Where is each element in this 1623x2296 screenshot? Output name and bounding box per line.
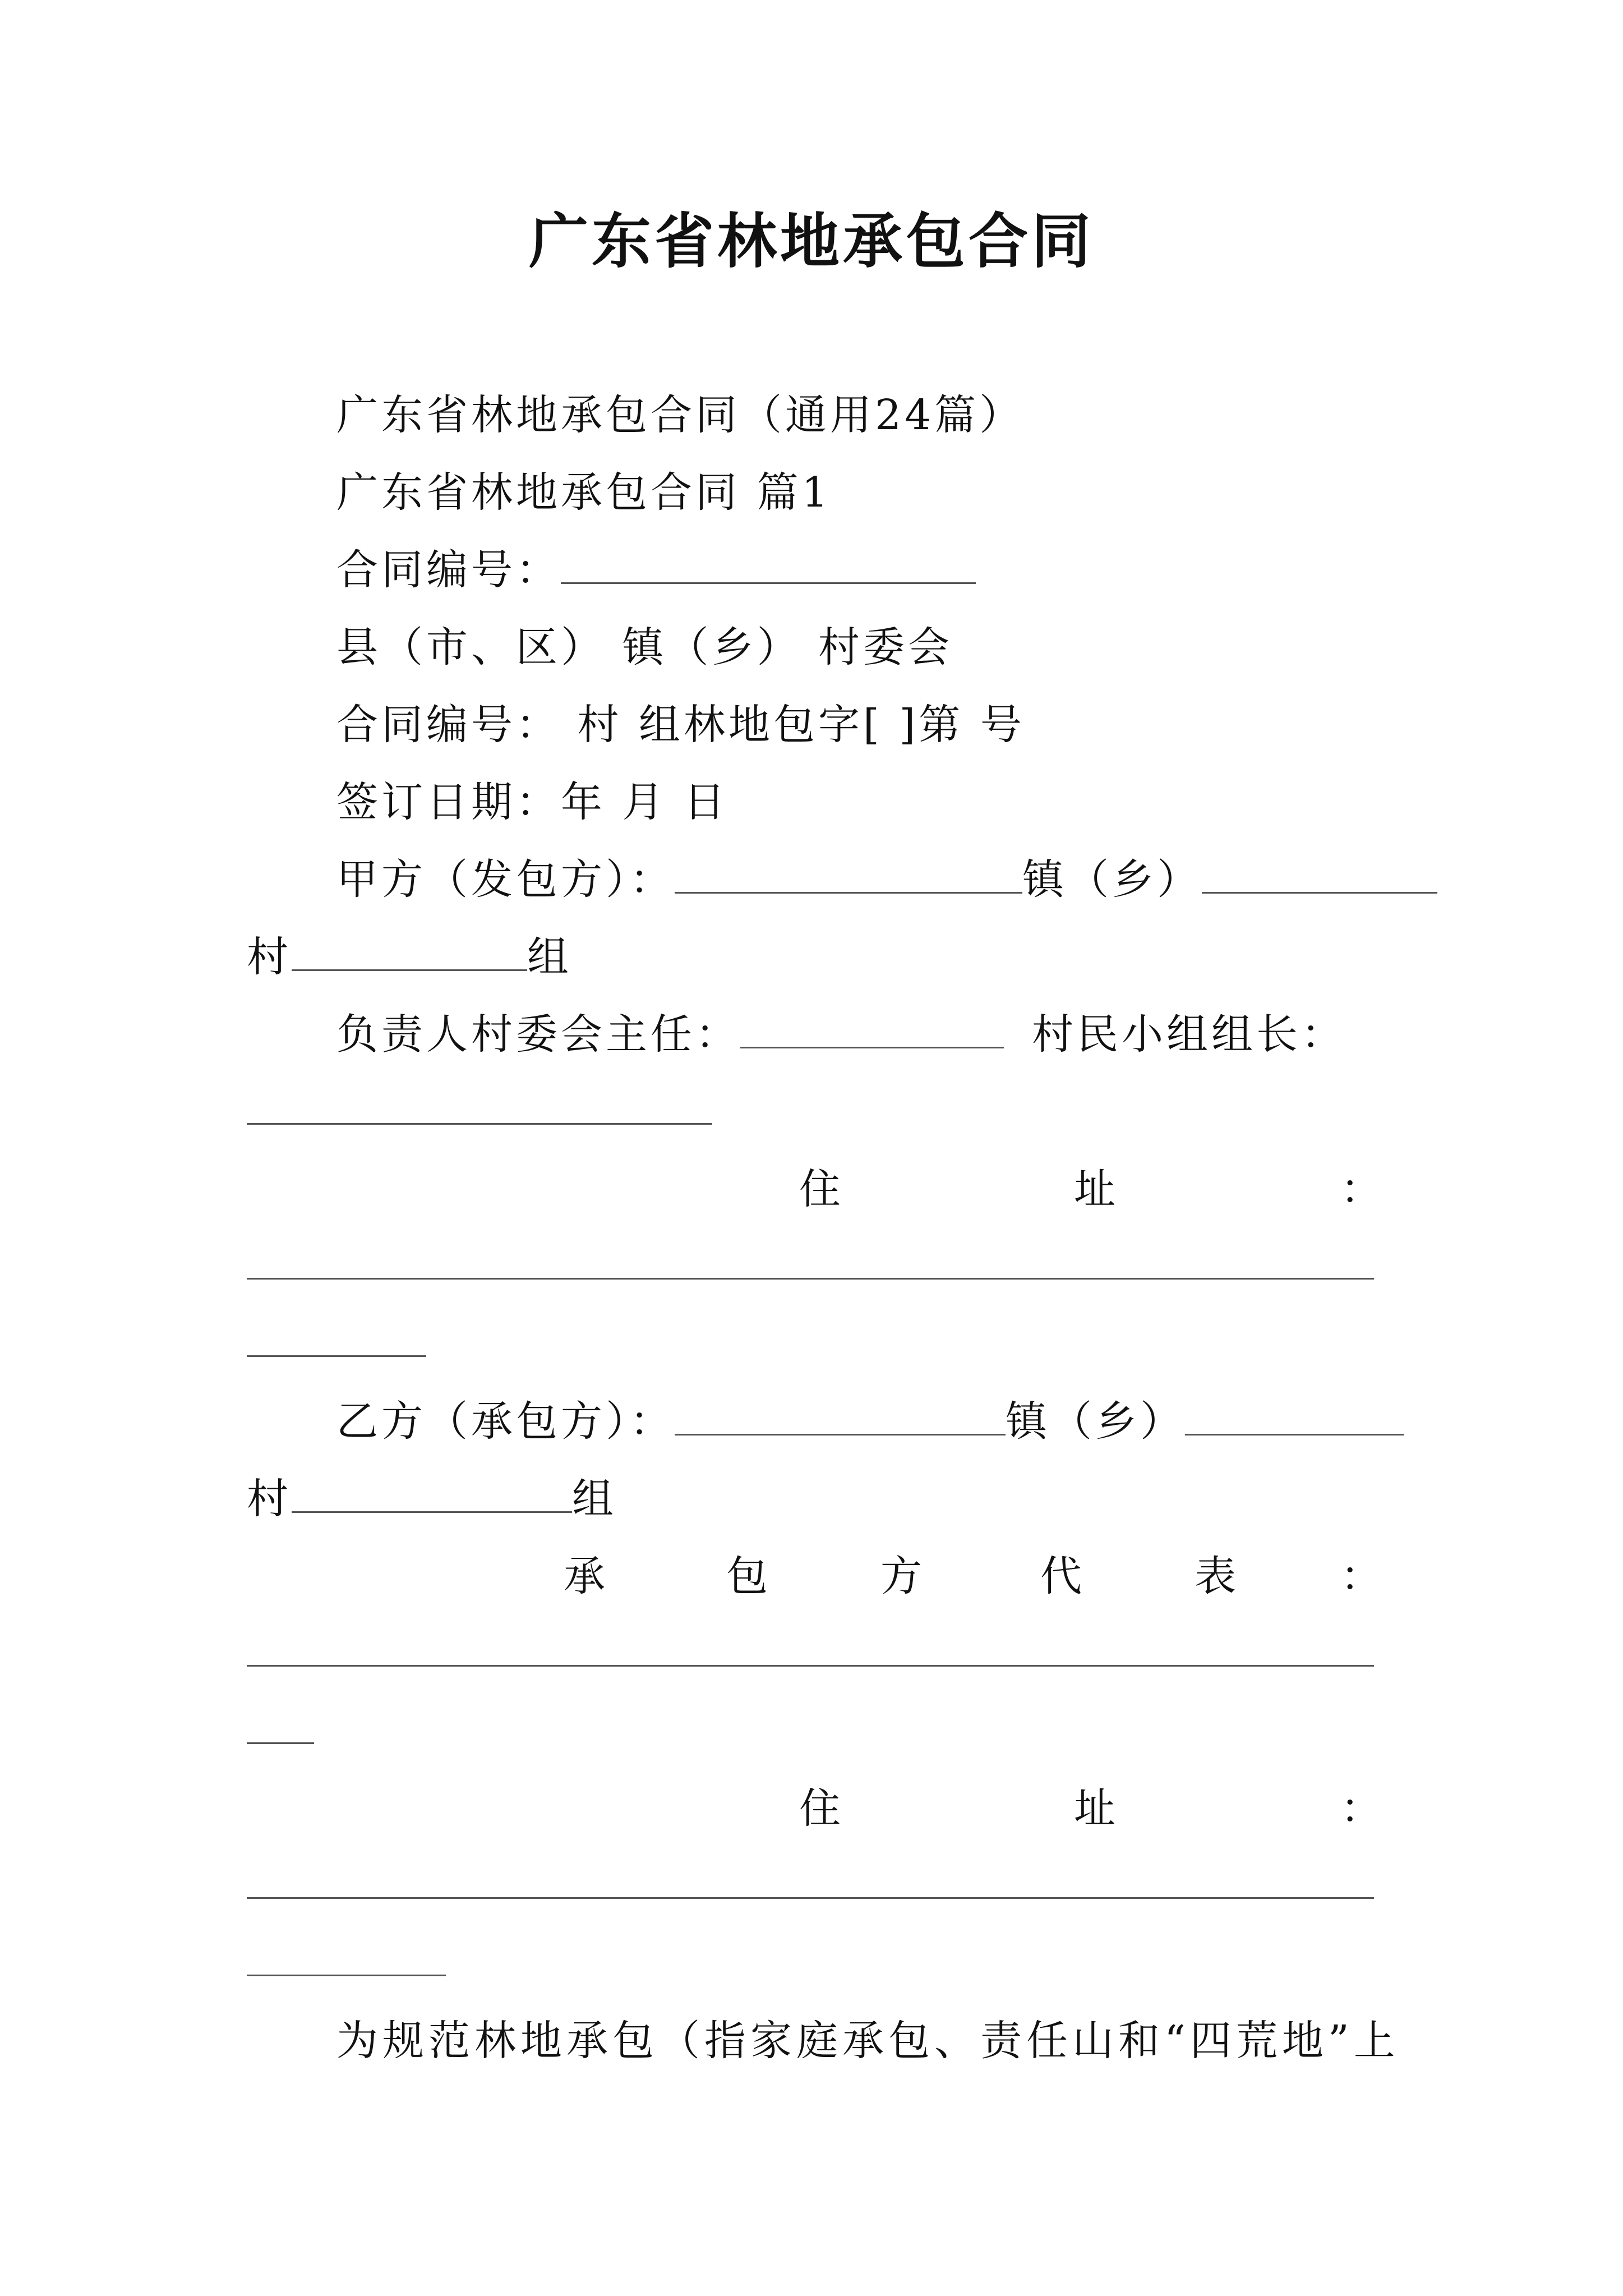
- address-b-char-2: 址: [1074, 1784, 1115, 1833]
- rep-char-5: 表: [1195, 1552, 1236, 1600]
- party-a-group-blank: [292, 930, 527, 971]
- subtitle: 广东省林地承包合同（通用24篇）: [336, 391, 1025, 439]
- county-line: 县（市、区） 镇（乡） 村委会: [336, 623, 953, 671]
- leader-blank: [740, 1007, 1004, 1048]
- rep-char-1: 承: [564, 1552, 605, 1600]
- party-a-village-label: 村: [247, 933, 292, 981]
- contract-number-line: [336, 542, 976, 598]
- party-a-village-line: [247, 929, 572, 985]
- part-heading: 广东省林地承包合同 篇1: [336, 468, 832, 517]
- group-leader-label: 村民小组组长：: [1032, 1010, 1346, 1059]
- party-b-village-label: 村: [247, 1475, 292, 1523]
- address-b-char-3: ：: [1340, 1784, 1382, 1833]
- party-a-village-blank: [1202, 853, 1437, 894]
- rep-char-3: 方: [880, 1552, 922, 1600]
- contract-number-full: 合同编号： 村 组林地包字[ ]第 号: [336, 701, 1025, 749]
- party-a-address-blank-1: [247, 1278, 1374, 1280]
- address-char-2: 址: [1074, 1165, 1115, 1213]
- party-b-group-label: 组: [572, 1475, 617, 1523]
- leader-line: [336, 1006, 1346, 1062]
- party-a-address-blank-2: [247, 1355, 426, 1357]
- party-a-label: 甲方（发包方）：: [336, 855, 675, 904]
- party-b-village-line: [247, 1471, 617, 1527]
- party-b-town-label: 镇（乡）: [1006, 1397, 1185, 1446]
- representative-blank-2: [247, 1742, 314, 1744]
- group-leader-blank: [247, 1123, 712, 1125]
- party-b-label: 乙方（承包方）：: [336, 1397, 675, 1446]
- rep-char-4: 代: [1040, 1552, 1082, 1600]
- party-b-group-blank: [292, 1472, 572, 1513]
- leader-label: 负责人村委会主任：: [336, 1010, 740, 1059]
- party-b-town-blank: [675, 1395, 1006, 1435]
- address-char-1: 住: [799, 1165, 841, 1213]
- address-char-3: ：: [1340, 1165, 1382, 1213]
- party-a-line: [336, 852, 1437, 908]
- party-a-town-label: 镇（乡）: [1022, 855, 1202, 904]
- representative-blank-1: [247, 1665, 1374, 1667]
- party-b-line: [336, 1393, 1404, 1450]
- rep-char-6: ：: [1340, 1552, 1382, 1600]
- party-a-group-label: 组: [527, 933, 572, 981]
- party-b-village-blank: [1185, 1395, 1404, 1435]
- party-b-address-blank-2: [247, 1975, 446, 1976]
- contract-number-label: 合同编号：: [336, 546, 561, 594]
- document-title: 广东省林地承包合同: [529, 206, 1094, 276]
- party-a-town-blank: [675, 853, 1022, 894]
- party-b-address-blank-1: [247, 1897, 1374, 1899]
- rep-char-2: 包: [726, 1552, 768, 1600]
- contract-number-blank: [561, 543, 976, 584]
- preamble-text: 为规范林地承包（指家庭承包、责任山和“四荒地”上: [336, 2017, 1400, 2065]
- address-b-char-1: 住: [799, 1784, 841, 1833]
- sign-date: 签订日期：年 月 日: [336, 778, 729, 826]
